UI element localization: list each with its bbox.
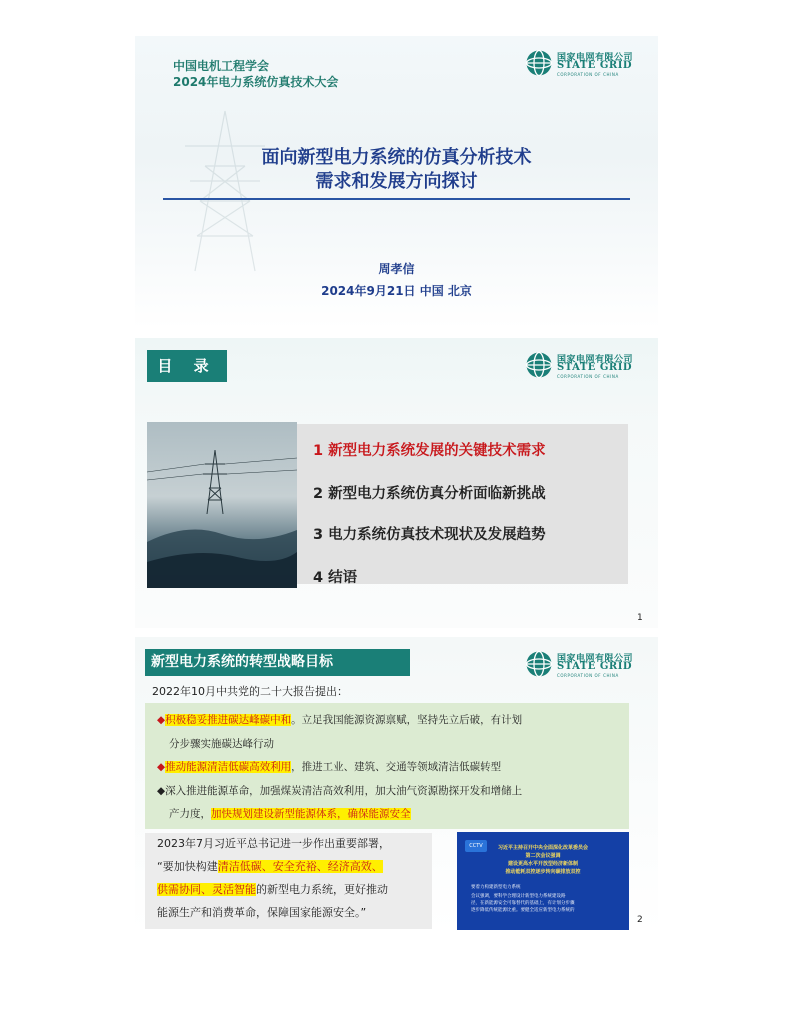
transmission-tower-fog-photo	[147, 422, 297, 588]
title-slide	[135, 36, 658, 329]
bullet-2-text: ，推进工业、建筑、交通等领域清洁低碳转型	[291, 761, 502, 773]
bullet-3	[157, 784, 522, 798]
news-body-1: 要着力构建新型电力系统	[471, 885, 521, 890]
bullet-3-line-2	[169, 807, 411, 821]
page-number-1: 1	[637, 613, 643, 623]
news-body-4: 逐步降低传统能源比重。要健全适应新型电力系统的	[471, 908, 575, 913]
quote-line-4: 能源生产和消费革命，保障国家能源安全。”	[157, 906, 367, 919]
logo-chinese-name: 国家电网有限公司	[557, 53, 634, 63]
diamond-bullet-icon: ◆	[157, 785, 166, 797]
bullet-1-highlight: 积极稳妥推进碳达峰碳中和	[165, 714, 292, 726]
logo-english-name: STATE GRID	[557, 362, 633, 373]
report-lead: 2022年10月中共党的二十大报告提出：	[152, 685, 348, 698]
presentation-date-location: 2024年9月21日 中国 北京	[321, 284, 472, 298]
news-headline-2: 第二次会议强调	[525, 853, 561, 859]
bullet-2-highlight: 推动能源清洁低碳高效利用	[165, 761, 292, 773]
state-grid-globe-icon	[525, 650, 553, 678]
state-grid-globe-icon	[525, 49, 553, 77]
title-line-1: 面向新型电力系统的仿真分析技术	[261, 147, 532, 168]
quote-line-1: 2023年7月习近平总书记进一步作出重要部署，	[157, 837, 390, 850]
state-grid-globe-icon	[525, 351, 553, 379]
state-grid-logo	[525, 351, 643, 381]
bullet-2	[157, 760, 501, 774]
quote-line-2-text: “要加快构建	[157, 860, 218, 873]
state-grid-logo	[525, 49, 643, 79]
diamond-bullet-icon: ◆	[157, 761, 166, 773]
slide-heading: 新型电力系统的转型战略目标	[145, 649, 410, 676]
strategy-goals-slide	[135, 637, 658, 933]
news-headline-3: 建设更高水平开放型经济新体制	[507, 861, 578, 867]
state-grid-logo	[525, 650, 643, 680]
logo-chinese-name: 国家电网有限公司	[557, 355, 634, 365]
conference-name: 2024年电力系统仿真技术大会	[173, 75, 339, 89]
quote-line-3-highlight: 供需协同、灵活智能	[157, 883, 256, 896]
quote-line-3-text: 的新型电力系统，更好推动	[256, 883, 388, 896]
contents-item-2[interactable]: 2 新型电力系统仿真分析面临新挑战	[313, 486, 546, 502]
news-headline-4: 推动能耗双控逐步转向碳排放双控	[505, 869, 581, 875]
diamond-bullet-icon: ◆	[157, 714, 166, 726]
bullet-3-text: 深入推进能源革命，加强煤炭清洁高效利用，加大油气资源勘探开发和增储上	[165, 785, 523, 797]
news-screenshot	[457, 832, 629, 930]
quote-line-2	[157, 860, 383, 874]
contents-item-1[interactable]: 1 新型电力系统发展的关键技术需求	[313, 443, 546, 459]
bullet-3-line-2-text: 产力度，	[169, 808, 211, 820]
quote-line-2-highlight: 清洁低碳、安全充裕、经济高效、	[217, 860, 383, 873]
contents-item-4[interactable]: 4 结语	[313, 570, 358, 586]
news-headline-1: 习近平主持召开中央全面深化改革委员会	[497, 845, 588, 851]
quote-line-3	[157, 883, 388, 897]
contents-heading: 目 录	[147, 350, 227, 382]
bullet-3-highlight: 加快规划建设新型能源体系，确保能源安全	[211, 808, 411, 820]
logo-english-subtitle: CORPORATION OF CHINA	[557, 673, 619, 678]
logo-english-subtitle: CORPORATION OF CHINA	[557, 374, 619, 379]
title-underline	[163, 198, 630, 200]
contents-slide	[135, 338, 658, 628]
bullet-1	[157, 713, 522, 727]
author-name: 周孝信	[378, 262, 415, 276]
title-line-2: 需求和发展方向探讨	[315, 171, 478, 192]
logo-english-name: STATE GRID	[557, 661, 633, 672]
news-body-2: 会议强调，要科学合理设计新型电力系统建设路	[471, 894, 566, 899]
conference-organizer	[173, 58, 338, 90]
bullet-1-text: 。立足我国能源资源禀赋，坚持先立后破，有计划	[291, 714, 523, 726]
cctv-logo: CCTV	[465, 840, 487, 852]
organizer-name: 中国电机工程学会	[173, 59, 270, 73]
page-number-2: 2	[637, 915, 643, 925]
logo-english-subtitle: CORPORATION OF CHINA	[557, 72, 619, 77]
news-body-3: 径，在新能源安全可靠替代的基础上，有计划分步骤	[471, 901, 575, 906]
logo-english-name: STATE GRID	[557, 60, 633, 71]
contents-item-3[interactable]: 3 电力系统仿真技术现状及发展趋势	[313, 527, 546, 543]
logo-chinese-name: 国家电网有限公司	[557, 654, 634, 664]
presentation-title	[135, 146, 658, 194]
bullet-1-line-2: 分步骤实施碳达峰行动	[169, 738, 274, 750]
